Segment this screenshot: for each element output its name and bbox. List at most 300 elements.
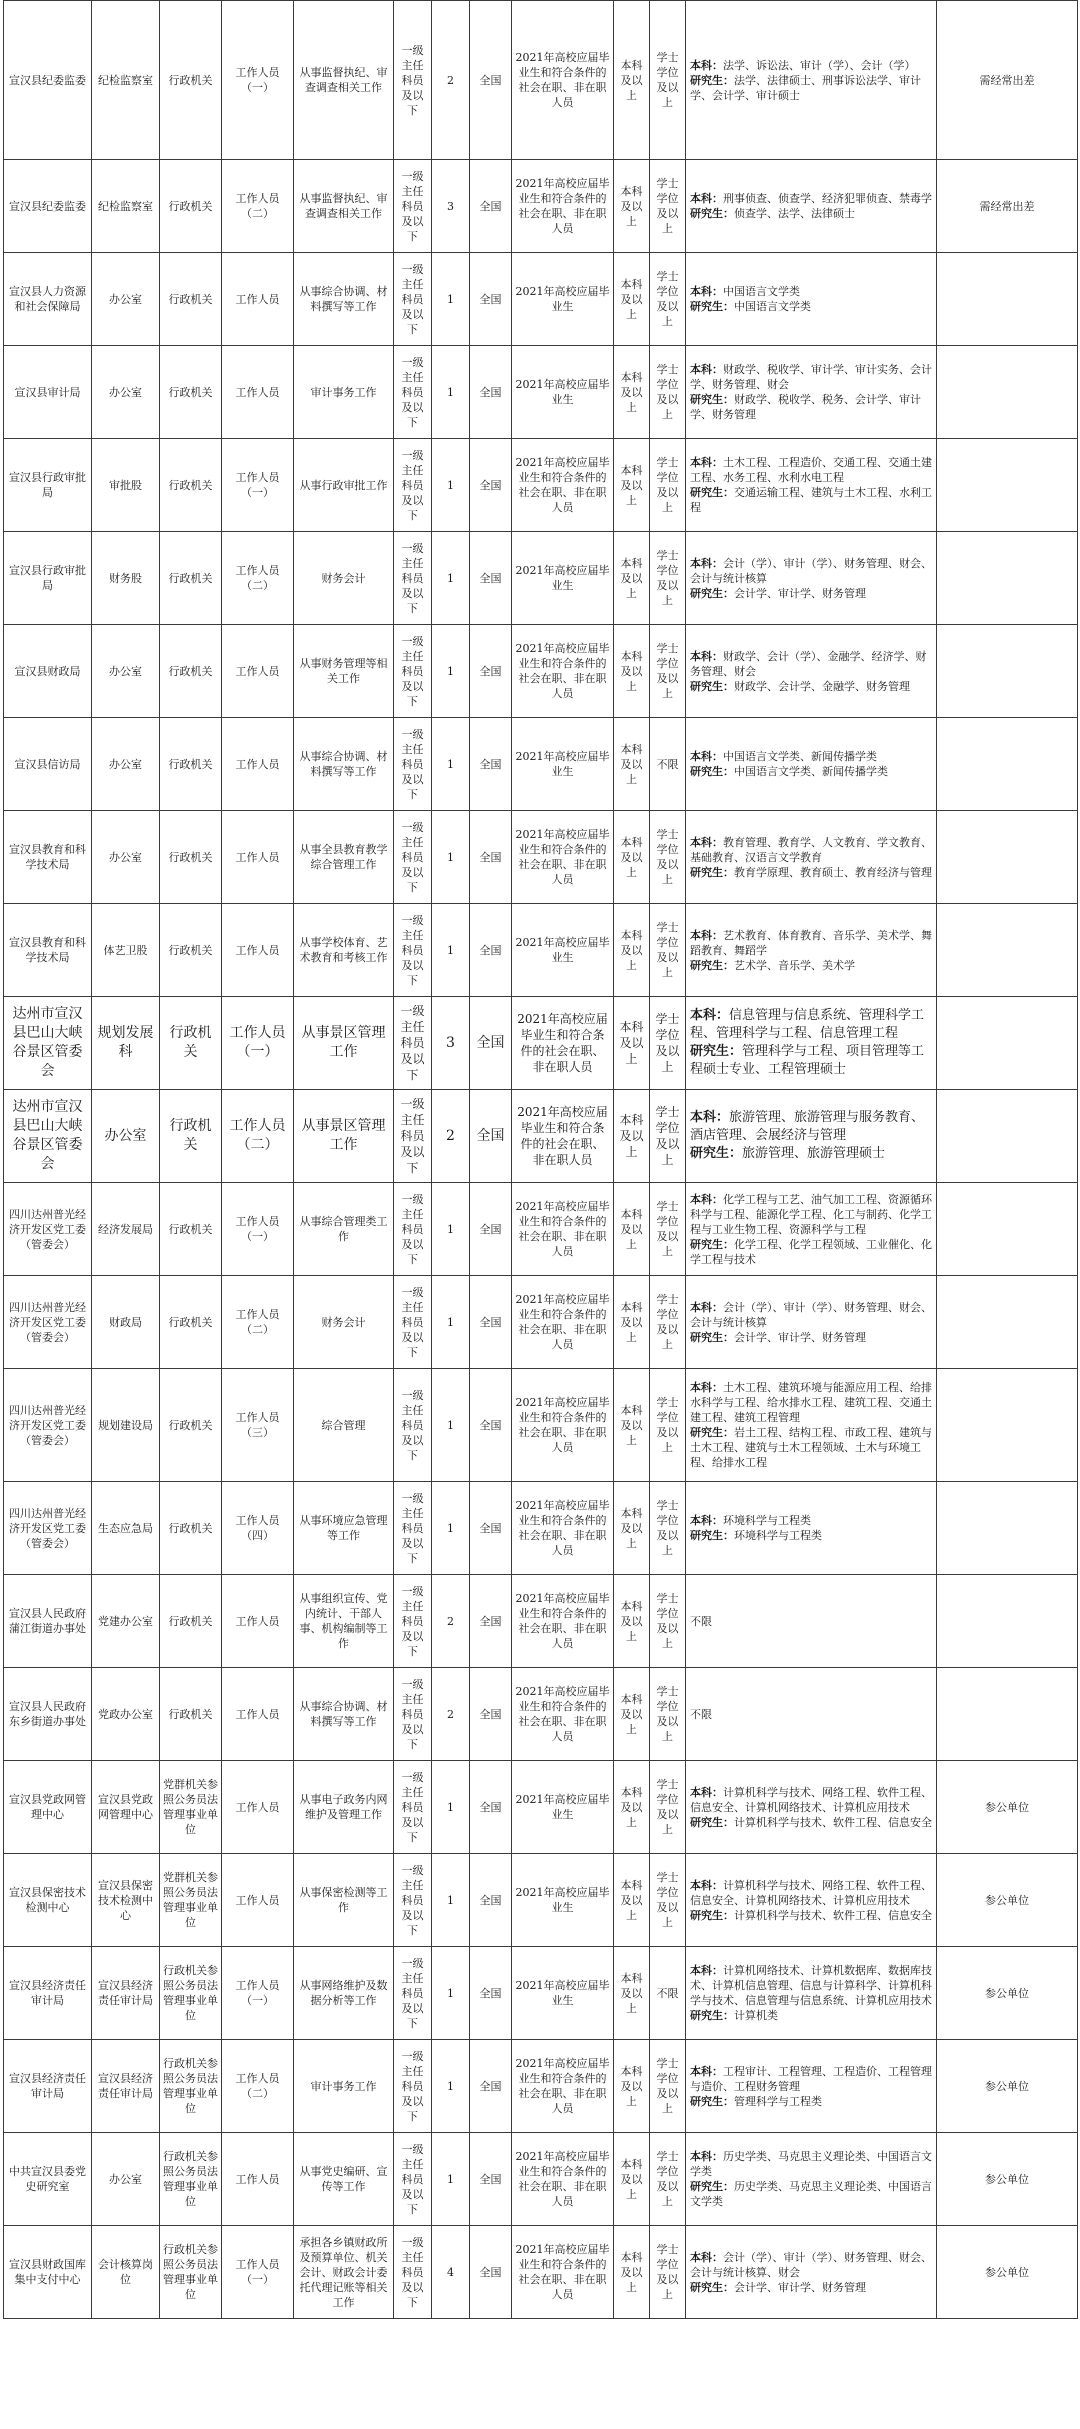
- undergrad-majors: 教育管理、教育学、人文教育、学文教育、基础教育、汉语言文学教育: [690, 835, 932, 864]
- scope-cell: 全国: [470, 997, 512, 1090]
- table-row: [4, 811, 1078, 904]
- unit-cell: 宣汉县行政审批局: [4, 439, 92, 532]
- duty-cell: 从事网络维护及数据分析等工作: [294, 1947, 394, 2040]
- headcount-cell: 1: [432, 1947, 470, 2040]
- duty-cell: 从事全县教育教学综合管理工作: [294, 811, 394, 904]
- undergrad-label: 本科：: [690, 649, 723, 663]
- duty-cell: 财务会计: [294, 1276, 394, 1369]
- duty-cell: 综合管理: [294, 1369, 394, 1482]
- position-cell: 工作人员: [222, 346, 294, 439]
- grad-label: 研究生：: [690, 300, 734, 313]
- grad-majors: 化学工程、化学工程领域、工业催化、化学工程与技术: [690, 1237, 932, 1266]
- unit-cell: 达州市宣汉县巴山大峡谷景区管委会: [4, 997, 92, 1090]
- department-cell: 办公室: [92, 625, 160, 718]
- department-cell: 办公室: [92, 346, 160, 439]
- headcount-cell: 1: [432, 1369, 470, 1482]
- unit-type-cell: 行政机关: [160, 439, 222, 532]
- undergrad-label: 本科：: [690, 556, 723, 570]
- recruitment-table: [3, 0, 1078, 2319]
- unit-type-cell: 行政机关: [160, 346, 222, 439]
- grad-label: 研究生：: [690, 2009, 734, 2022]
- degree-cell: 学士学位及以上: [650, 1761, 686, 1854]
- unit-type-cell: 行政机关: [160, 1, 222, 160]
- grad-label: 研究生：: [690, 958, 734, 972]
- candidate-source-cell: 2021年高校应届毕业生: [512, 904, 614, 997]
- unit-type-cell: 行政机关: [160, 532, 222, 625]
- headcount-cell: 1: [432, 2040, 470, 2133]
- undergrad-majors: 会计（学）、审计（学）、财务管理、财会、会计与统计核算、财会: [690, 2250, 932, 2279]
- undergrad-majors: 中国语言文学类、新闻传播学类: [723, 750, 877, 763]
- scope-cell: 全国: [470, 1369, 512, 1482]
- remark-cell: 参公单位: [937, 2226, 1078, 2319]
- degree-cell: 学士学位及以上: [650, 2040, 686, 2133]
- rank-cell: 一级主任科员及以下: [394, 904, 432, 997]
- major-requirement-cell: [686, 2226, 937, 2319]
- grad-majors: 历史学类、马克思主义理论类、中国语言文学类: [690, 2180, 932, 2208]
- remark-cell: [937, 718, 1078, 811]
- duty-cell: 从事学校体育、艺术教育和考核工作: [294, 904, 394, 997]
- position-cell: 工作人员: [222, 2133, 294, 2226]
- unit-type-cell: 行政机关: [160, 997, 222, 1090]
- remark-cell: 需经常出差: [937, 1, 1078, 160]
- department-cell: 宣汉县经济责任审计局: [92, 1947, 160, 2040]
- rank-cell: 一级主任科员及以下: [394, 1, 432, 160]
- unit-cell: 宣汉县人民政府东乡街道办事处: [4, 1668, 92, 1761]
- grad-majors: 法学、法律硕士、刑事诉讼法学、审计学、会计学、审计硕士: [690, 73, 921, 102]
- position-cell: 工作人员（二）: [222, 1090, 294, 1183]
- remark-cell: [937, 1369, 1078, 1482]
- grad-label: 研究生：: [690, 486, 734, 499]
- grad-label: 研究生：: [690, 1426, 734, 1439]
- degree-cell: 学士学位及以上: [650, 1183, 686, 1276]
- major-requirement-cell: [686, 1369, 937, 1482]
- undergrad-majors: 计算机科学与技术、网络工程、软件工程、信息安全、计算机网络技术、计算机应用技术: [690, 1785, 932, 1814]
- scope-cell: 全国: [470, 1090, 512, 1183]
- degree-cell: 不限: [650, 1947, 686, 2040]
- major-no-limit: 不限: [690, 1614, 712, 1628]
- duty-cell: 从事景区管理工作: [294, 997, 394, 1090]
- rank-cell: 一级主任科员及以下: [394, 1369, 432, 1482]
- rank-cell: 一级主任科员及以下: [394, 1668, 432, 1761]
- headcount-cell: 2: [432, 1575, 470, 1668]
- remark-cell: 需经常出差: [937, 160, 1078, 253]
- scope-cell: 全国: [470, 1575, 512, 1668]
- unit-cell: 宣汉县财政国库集中支付中心: [4, 2226, 92, 2319]
- duty-cell: 从事景区管理工作: [294, 1090, 394, 1183]
- major-requirement-cell: [686, 160, 937, 253]
- rank-cell: 一级主任科员及以下: [394, 811, 432, 904]
- scope-cell: 全国: [470, 1761, 512, 1854]
- remark-cell: 参公单位: [937, 2133, 1078, 2226]
- unit-type-cell: 党群机关参照公务员法管理事业单位: [160, 1854, 222, 1947]
- degree-cell: 学士学位及以上: [650, 253, 686, 346]
- unit-cell: 宣汉县经济责任审计局: [4, 1947, 92, 2040]
- undergrad-label: 本科：: [690, 750, 723, 763]
- undergrad-label: 本科：: [690, 928, 723, 942]
- education-cell: 本科及以上: [614, 1369, 650, 1482]
- undergrad-majors: 化学工程与工艺、油气加工工程、资源循环科学与工程、能源化学工程、化工与制药、化学工程与工业生物工程、资源科学与工程: [690, 1192, 932, 1236]
- remark-cell: [937, 1276, 1078, 1369]
- grad-majors: 艺术学、音乐学、美术学: [734, 958, 855, 972]
- remark-cell: [937, 997, 1078, 1090]
- rank-cell: 一级主任科员及以下: [394, 718, 432, 811]
- department-cell: 纪检监察室: [92, 160, 160, 253]
- candidate-source-cell: 2021年高校应届毕业生: [512, 1761, 614, 1854]
- scope-cell: 全国: [470, 718, 512, 811]
- scope-cell: 全国: [470, 1854, 512, 1947]
- table-row: [4, 2226, 1078, 2319]
- headcount-cell: 2: [432, 1090, 470, 1183]
- headcount-cell: 1: [432, 346, 470, 439]
- scope-cell: 全国: [470, 439, 512, 532]
- grad-majors: 计算机科学与技术、软件工程、信息安全: [734, 1815, 932, 1829]
- unit-cell: 宣汉县保密技术检测中心: [4, 1854, 92, 1947]
- grad-label: 研究生：: [690, 1330, 734, 1344]
- undergrad-majors: 中国语言文学类: [723, 285, 800, 298]
- duty-cell: 从事综合管理类工作: [294, 1183, 394, 1276]
- degree-cell: 学士学位及以上: [650, 439, 686, 532]
- grad-majors: 会计学、审计学、财务管理: [734, 586, 866, 600]
- position-cell: 工作人员: [222, 1854, 294, 1947]
- remark-cell: [937, 1482, 1078, 1575]
- department-cell: 会计核算岗位: [92, 2226, 160, 2319]
- degree-cell: 学士学位及以上: [650, 532, 686, 625]
- headcount-cell: 2: [432, 1668, 470, 1761]
- undergrad-majors: 土木工程、建筑环境与能源应用工程、给排水科学与工程、给水排水工程、建筑工程、交通土建工程、建筑工程管理: [690, 1381, 932, 1424]
- grad-majors: 计算机类: [734, 2009, 778, 2022]
- degree-cell: 学士学位及以上: [650, 904, 686, 997]
- education-cell: 本科及以上: [614, 1668, 650, 1761]
- unit-type-cell: 行政机关: [160, 625, 222, 718]
- education-cell: 本科及以上: [614, 2133, 650, 2226]
- table-row: [4, 1276, 1078, 1369]
- undergrad-label: 本科：: [690, 285, 723, 298]
- grad-label: 研究生：: [690, 1044, 743, 1059]
- grad-majors: 管理科学与工程类: [734, 2094, 822, 2108]
- position-cell: 工作人员: [222, 904, 294, 997]
- candidate-source-cell: 2021年高校应届毕业生和符合条件的社会在职、非在职人员: [512, 2226, 614, 2319]
- position-cell: 工作人员: [222, 1761, 294, 1854]
- table-row: [4, 997, 1078, 1090]
- unit-cell: 宣汉县行政审批局: [4, 532, 92, 625]
- degree-cell: 学士学位及以上: [650, 1276, 686, 1369]
- grad-label: 研究生：: [690, 1815, 734, 1829]
- unit-cell: 宣汉县审计局: [4, 346, 92, 439]
- rank-cell: 一级主任科员及以下: [394, 1854, 432, 1947]
- degree-cell: 不限: [650, 718, 686, 811]
- education-cell: 本科及以上: [614, 625, 650, 718]
- candidate-source-cell: 2021年高校应届毕业生和符合条件的社会在职、非在职人员: [512, 439, 614, 532]
- position-cell: 工作人员: [222, 718, 294, 811]
- major-requirement-cell: [686, 439, 937, 532]
- rank-cell: 一级主任科员及以下: [394, 1276, 432, 1369]
- undergrad-label: 本科：: [690, 363, 723, 376]
- degree-cell: 学士学位及以上: [650, 160, 686, 253]
- rank-cell: 一级主任科员及以下: [394, 253, 432, 346]
- scope-cell: 全国: [470, 1276, 512, 1369]
- table-row: [4, 1761, 1078, 1854]
- degree-cell: 学士学位及以上: [650, 1668, 686, 1761]
- grad-label: 研究生：: [690, 207, 734, 220]
- undergrad-label: 本科：: [690, 1110, 730, 1125]
- scope-cell: 全国: [470, 1183, 512, 1276]
- grad-majors: 会计学、审计学、财务管理: [734, 1330, 866, 1344]
- candidate-source-cell: 2021年高校应届毕业生和符合条件的社会在职、非在职人员: [512, 1575, 614, 1668]
- education-cell: 本科及以上: [614, 439, 650, 532]
- candidate-source-cell: 2021年高校应届毕业生: [512, 253, 614, 346]
- unit-cell: 宣汉县信访局: [4, 718, 92, 811]
- undergrad-majors: 法学、诉讼法、审计（学）、会计（学）: [723, 58, 916, 72]
- undergrad-majors: 计算机科学与技术、网络工程、软件工程、信息安全、计算机网络技术、计算机应用技术: [690, 1878, 932, 1907]
- candidate-source-cell: 2021年高校应届毕业生和符合条件的社会在职、非在职人员: [512, 625, 614, 718]
- unit-type-cell: 行政机关: [160, 1668, 222, 1761]
- unit-type-cell: 行政机关: [160, 253, 222, 346]
- remark-cell: [937, 625, 1078, 718]
- duty-cell: 从事党史编研、宣传等工作: [294, 2133, 394, 2226]
- table-row: [4, 1575, 1078, 1668]
- education-cell: 本科及以上: [614, 1854, 650, 1947]
- grad-label: 研究生：: [690, 865, 734, 879]
- department-cell: 宣汉县党政网管理中心: [92, 1761, 160, 1854]
- undergrad-majors: 旅游管理、旅游管理与服务教育、酒店管理、会展经济与管理: [690, 1110, 925, 1143]
- undergrad-majors: 会计（学）、审计（学）、财务管理、财会、会计与统计核算: [690, 556, 932, 585]
- major-requirement-cell: [686, 811, 937, 904]
- unit-cell: 宣汉县经济责任审计局: [4, 2040, 92, 2133]
- candidate-source-cell: 2021年高校应届毕业生和符合条件的社会在职、非在职人员: [512, 2133, 614, 2226]
- undergrad-majors: 会计（学）、审计（学）、财务管理、财会、会计与统计核算: [690, 1300, 932, 1329]
- headcount-cell: 1: [432, 718, 470, 811]
- grad-majors: 中国语言文学类: [734, 300, 811, 313]
- undergrad-label: 本科：: [690, 58, 723, 72]
- scope-cell: 全国: [470, 346, 512, 439]
- duty-cell: 从事财务管理等相关工作: [294, 625, 394, 718]
- undergrad-majors: 计算机网络技术、计算机数据库、数据库技术、计算机信息管理、信息与计算科学、计算机科学与技术、信息管理与信息系统、计算机应用技术: [690, 1964, 932, 2007]
- unit-type-cell: 行政机关: [160, 1575, 222, 1668]
- scope-cell: 全国: [470, 2040, 512, 2133]
- remark-cell: [937, 253, 1078, 346]
- major-requirement-cell: [686, 1854, 937, 1947]
- undergrad-label: 本科：: [690, 1008, 730, 1023]
- duty-cell: 从事综合协调、材料撰写等工作: [294, 253, 394, 346]
- candidate-source-cell: 2021年高校应届毕业生: [512, 1854, 614, 1947]
- undergrad-label: 本科：: [690, 192, 723, 205]
- degree-cell: 学士学位及以上: [650, 346, 686, 439]
- position-cell: 工作人员: [222, 811, 294, 904]
- grad-majors: 管理科学与工程、项目管理等工程硕士专业、工程管理硕士: [690, 1044, 925, 1077]
- unit-type-cell: 行政机关参照公务员法管理事业单位: [160, 2040, 222, 2133]
- duty-cell: 从事综合协调、材料撰写等工作: [294, 1668, 394, 1761]
- major-no-limit: 不限: [690, 1707, 712, 1721]
- education-cell: 本科及以上: [614, 346, 650, 439]
- unit-cell: 宣汉县教育和科学技术局: [4, 811, 92, 904]
- scope-cell: 全国: [470, 1482, 512, 1575]
- candidate-source-cell: 2021年高校应届毕业生和符合条件的社会在职、非在职人员: [512, 1, 614, 160]
- department-cell: 办公室: [92, 253, 160, 346]
- position-cell: 工作人员（四）: [222, 1482, 294, 1575]
- candidate-source-cell: 2021年高校应届毕业生: [512, 718, 614, 811]
- remark-cell: [937, 904, 1078, 997]
- position-cell: 工作人员（一）: [222, 2226, 294, 2319]
- headcount-cell: 4: [432, 2226, 470, 2319]
- table-row: [4, 160, 1078, 253]
- headcount-cell: 1: [432, 625, 470, 718]
- education-cell: 本科及以上: [614, 1482, 650, 1575]
- rank-cell: 一级主任科员及以下: [394, 1183, 432, 1276]
- unit-cell: 宣汉县纪委监委: [4, 160, 92, 253]
- education-cell: 本科及以上: [614, 904, 650, 997]
- scope-cell: 全国: [470, 1668, 512, 1761]
- undergrad-majors: 刑事侦查、侦查学、经济犯罪侦查、禁毒学: [723, 192, 932, 205]
- grad-majors: 交通运输工程、建筑与土木工程、水利工程: [690, 486, 932, 514]
- undergrad-label: 本科：: [690, 1381, 723, 1394]
- table-row: [4, 1947, 1078, 2040]
- grad-majors: 环境科学与工程类: [734, 1529, 822, 1542]
- department-cell: 规划发展科: [92, 997, 160, 1090]
- major-requirement-cell: [686, 625, 937, 718]
- candidate-source-cell: 2021年高校应届毕业生和符合条件的社会在职、非在职人员: [512, 811, 614, 904]
- table-row: [4, 1482, 1078, 1575]
- grad-majors: 岩土工程、结构工程、市政工程、建筑与土木工程、建筑与土木工程领域、土木与环境工程、给排水工程: [690, 1426, 932, 1469]
- department-cell: 办公室: [92, 2133, 160, 2226]
- position-cell: 工作人员（二）: [222, 532, 294, 625]
- grad-label: 研究生：: [690, 1146, 743, 1161]
- undergrad-label: 本科：: [690, 456, 723, 469]
- candidate-source-cell: 2021年高校应届毕业生和符合条件的社会在职、非在职人员: [512, 1482, 614, 1575]
- unit-cell: 中共宣汉县委党史研究室: [4, 2133, 92, 2226]
- scope-cell: 全国: [470, 811, 512, 904]
- candidate-source-cell: 2021年高校应届毕业生: [512, 1947, 614, 2040]
- degree-cell: 学士学位及以上: [650, 2226, 686, 2319]
- table-row: [4, 625, 1078, 718]
- education-cell: 本科及以上: [614, 718, 650, 811]
- unit-type-cell: 行政机关参照公务员法管理事业单位: [160, 2226, 222, 2319]
- grad-label: 研究生：: [690, 765, 734, 778]
- table-row: [4, 1090, 1078, 1183]
- education-cell: 本科及以上: [614, 1761, 650, 1854]
- position-cell: 工作人员: [222, 1575, 294, 1668]
- remark-cell: 参公单位: [937, 2040, 1078, 2133]
- position-cell: 工作人员: [222, 625, 294, 718]
- rank-cell: 一级主任科员及以下: [394, 1482, 432, 1575]
- department-cell: 体艺卫股: [92, 904, 160, 997]
- scope-cell: 全国: [470, 1, 512, 160]
- table-row: [4, 532, 1078, 625]
- unit-cell: 宣汉县人民政府蒲江街道办事处: [4, 1575, 92, 1668]
- education-cell: 本科及以上: [614, 997, 650, 1090]
- position-cell: 工作人员（一）: [222, 997, 294, 1090]
- remark-cell: [937, 1090, 1078, 1183]
- undergrad-label: 本科：: [690, 2250, 723, 2264]
- headcount-cell: 2: [432, 1, 470, 160]
- undergrad-label: 本科：: [690, 1300, 723, 1314]
- scope-cell: 全国: [470, 1947, 512, 2040]
- duty-cell: 审计事务工作: [294, 346, 394, 439]
- headcount-cell: 1: [432, 439, 470, 532]
- unit-cell: 宣汉县教育和科学技术局: [4, 904, 92, 997]
- remark-cell: [937, 1668, 1078, 1761]
- remark-cell: 参公单位: [937, 1947, 1078, 2040]
- unit-cell: 四川达州普光经济开发区党工委（管委会）: [4, 1482, 92, 1575]
- table-row: [4, 1668, 1078, 1761]
- position-cell: 工作人员（二）: [222, 2040, 294, 2133]
- candidate-source-cell: 2021年高校应届毕业生和符合条件的社会在职、非在职人员: [512, 2040, 614, 2133]
- remark-cell: 参公单位: [937, 1854, 1078, 1947]
- undergrad-label: 本科：: [690, 2064, 723, 2078]
- major-requirement-cell: [686, 1482, 937, 1575]
- duty-cell: 审计事务工作: [294, 2040, 394, 2133]
- duty-cell: 从事电子政务内网维护及管理工作: [294, 1761, 394, 1854]
- unit-cell: 达州市宣汉县巴山大峡谷景区管委会: [4, 1090, 92, 1183]
- department-cell: 生态应急局: [92, 1482, 160, 1575]
- duty-cell: 承担各乡镇财政所及预算单位、机关会计、财政会计委托代理记账等相关工作: [294, 2226, 394, 2319]
- position-cell: 工作人员（三）: [222, 1369, 294, 1482]
- scope-cell: 全国: [470, 532, 512, 625]
- department-cell: 宣汉县保密技术检测中心: [92, 1854, 160, 1947]
- candidate-source-cell: 2021年高校应届毕业生和符合条件的社会在职、非在职人员: [512, 1369, 614, 1482]
- education-cell: 本科及以上: [614, 811, 650, 904]
- unit-type-cell: 行政机关: [160, 718, 222, 811]
- major-requirement-cell: [686, 1183, 937, 1276]
- remark-cell: [937, 532, 1078, 625]
- remark-cell: 参公单位: [937, 1761, 1078, 1854]
- candidate-source-cell: 2021年高校应届毕业生: [512, 346, 614, 439]
- unit-type-cell: 行政机关: [160, 1369, 222, 1482]
- undergrad-majors: 工程审计、工程管理、工程造价、工程管理与造价、工程财务管理: [690, 2064, 932, 2093]
- rank-cell: 一级主任科员及以下: [394, 1947, 432, 2040]
- unit-type-cell: 党群机关参照公务员法管理事业单位: [160, 1761, 222, 1854]
- education-cell: 本科及以上: [614, 1, 650, 160]
- education-cell: 本科及以上: [614, 1183, 650, 1276]
- unit-type-cell: 行政机关: [160, 1276, 222, 1369]
- position-cell: 工作人员（一）: [222, 1947, 294, 2040]
- undergrad-label: 本科：: [690, 1785, 723, 1799]
- unit-type-cell: 行政机关: [160, 1183, 222, 1276]
- grad-label: 研究生：: [690, 1908, 734, 1922]
- table-row: [4, 1369, 1078, 1482]
- position-cell: 工作人员: [222, 253, 294, 346]
- undergrad-label: 本科：: [690, 1964, 723, 1977]
- undergrad-majors: 历史学类、马克思主义理论类、中国语言文学类: [690, 2150, 932, 2178]
- undergrad-label: 本科：: [690, 835, 723, 849]
- rank-cell: 一级主任科员及以下: [394, 160, 432, 253]
- scope-cell: 全国: [470, 2226, 512, 2319]
- table-row: [4, 1183, 1078, 1276]
- department-cell: 财务股: [92, 532, 160, 625]
- table-row: [4, 253, 1078, 346]
- table-row: [4, 2133, 1078, 2226]
- headcount-cell: 1: [432, 253, 470, 346]
- position-cell: 工作人员（二）: [222, 160, 294, 253]
- candidate-source-cell: 2021年高校应届毕业生和符合条件的社会在职、非在职人员: [512, 1183, 614, 1276]
- grad-label: 研究生：: [690, 586, 734, 600]
- department-cell: 办公室: [92, 718, 160, 811]
- major-requirement-cell: [686, 1947, 937, 2040]
- headcount-cell: 1: [432, 1482, 470, 1575]
- undergrad-label: 本科：: [690, 1514, 723, 1527]
- candidate-source-cell: 2021年高校应届毕业生和符合条件的社会在职、非在职人员: [512, 1668, 614, 1761]
- table-row: [4, 346, 1078, 439]
- rank-cell: 一级主任科员及以下: [394, 1761, 432, 1854]
- major-requirement-cell: [686, 1276, 937, 1369]
- candidate-source-cell: 2021年高校应届毕业生和符合条件的社会在职、非在职人员: [512, 160, 614, 253]
- education-cell: 本科及以上: [614, 2040, 650, 2133]
- department-cell: 纪检监察室: [92, 1, 160, 160]
- unit-cell: 宣汉县党政网管理中心: [4, 1761, 92, 1854]
- major-requirement-cell: [686, 2040, 937, 2133]
- degree-cell: 学士学位及以上: [650, 997, 686, 1090]
- grad-majors: 教育学原理、教育硕士、教育经济与管理: [734, 865, 932, 879]
- rank-cell: 一级主任科员及以下: [394, 997, 432, 1090]
